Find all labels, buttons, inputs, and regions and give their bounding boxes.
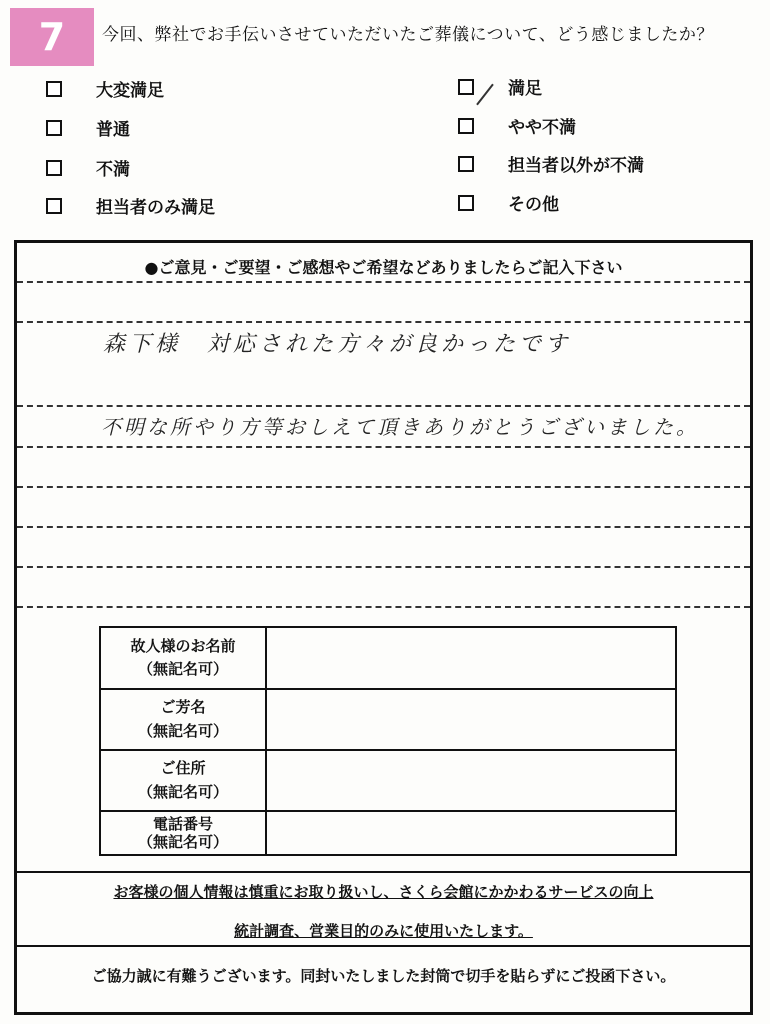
checkbox[interactable] [458,156,474,172]
option-label: やや不満 [508,118,576,138]
personal-info-table [99,626,677,856]
checkbox[interactable] [46,160,62,176]
privacy-line-2: 統計調査、営業目的のみに使用いたします。 [234,922,533,940]
checkbox[interactable] [46,120,62,136]
dashed-line [17,526,750,528]
option-very-satisfied[interactable] [46,76,164,101]
privacy-line-1: お客様の個人情報は慎重にお取り扱いし、さくら会館にかかわるサービスの向上 [113,883,654,901]
checkbox[interactable] [46,198,62,214]
deceased-name-field[interactable] [266,627,676,689]
field-sublabel: （無記名可） [137,833,228,851]
question-number-badge: 7 [10,8,94,66]
dashed-line [17,321,750,323]
option-label: 担当者以外が不満 [508,156,644,176]
option-non-staff-dissatisfied[interactable] [458,151,644,176]
field-sublabel: （無記名可） [137,660,228,678]
checkbox-checked[interactable] [458,79,474,95]
option-label: 不満 [96,160,130,180]
table-row [100,750,676,811]
option-staff-only-satisfied[interactable] [46,193,215,218]
field-label: ご芳名 [160,698,206,717]
thanks-message: ご協力誠に有難うございます。同封いたしました封筒で切手を貼らずにご投函下さい。 [91,967,676,985]
option-normal[interactable] [46,115,130,140]
phone-field[interactable] [266,811,676,855]
signer-name-field[interactable] [266,689,676,750]
option-satisfied[interactable] [458,74,542,99]
table-row [100,627,676,689]
dashed-line [17,405,750,407]
field-label: 電話番号 [152,815,213,833]
option-label: 担当者のみ満足 [96,198,215,218]
dashed-line [17,446,750,448]
option-label: 普通 [96,120,130,140]
checkbox[interactable] [458,118,474,134]
option-dissatisfied[interactable] [46,155,130,180]
option-label: その他 [508,195,559,215]
privacy-notice [17,871,750,947]
field-sublabel: （無記名可） [137,721,228,740]
name-label-cell [100,627,266,689]
field-label: ご住所 [160,759,206,778]
address-label-cell [100,750,266,811]
signer-label-cell [100,689,266,750]
question-text: 今回、弊社でお手伝いさせていただいたご葬儀について、どう感じましたか？ [102,25,714,45]
comments-title: ●ご意見・ご要望・ご感想やご希望などありましたらご記入下さい [144,258,623,277]
dashed-line [17,281,750,283]
option-label: 大変満足 [96,81,164,101]
checkbox[interactable] [46,81,62,97]
comment-form-frame [14,240,753,1015]
handwritten-comment-line[interactable]: 森下様 対応された方々が良かったです [103,332,572,357]
option-somewhat-dissatisfied[interactable] [458,113,576,138]
field-sublabel: （無記名可） [137,782,228,801]
table-row [100,811,676,855]
phone-label-cell [100,811,266,855]
handwritten-comment-line[interactable]: 不明な所やり方等おしえて頂きありがとうございました。 [101,415,699,439]
field-label: 故人様のお名前 [130,636,236,655]
checkbox[interactable] [458,195,474,211]
option-other[interactable] [458,190,559,215]
dashed-line [17,566,750,568]
dashed-line [17,606,750,608]
option-label: 満足 [508,79,542,99]
address-field[interactable] [266,750,676,811]
table-row [100,689,676,750]
dashed-line [17,486,750,488]
